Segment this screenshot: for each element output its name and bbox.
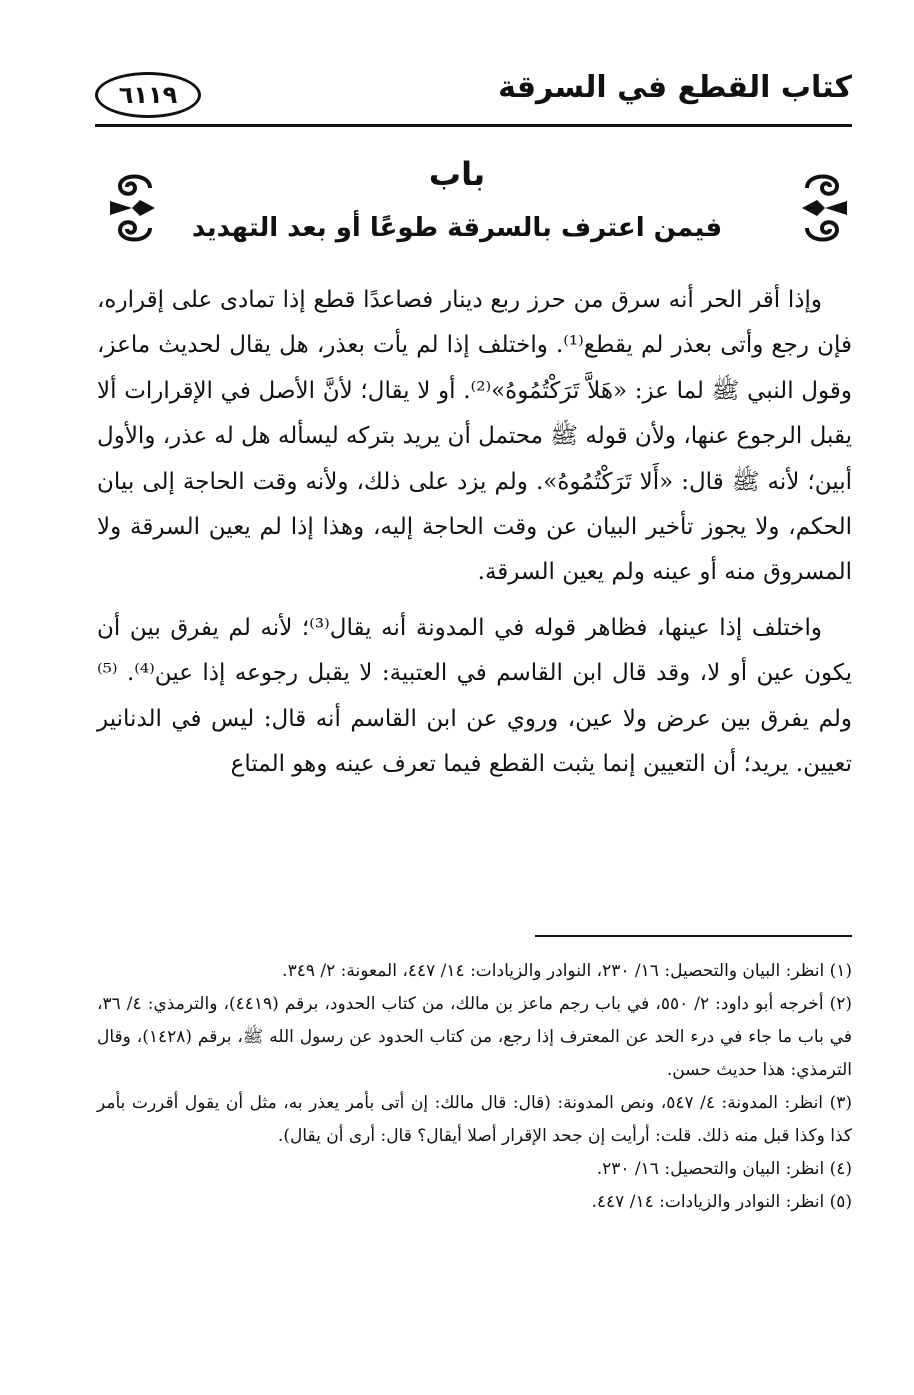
header-rule	[95, 124, 852, 127]
paragraph: واختلف إذا عينها، فظاهر قوله في المدونة أنه يقال⁽³⁾؛ لأنه لم يفرق بين أن يكون عين أو لا، وقد قال ابن القاسم في العتبية: لا يقبل رجوعه إذا عين⁽⁴⁾. ⁽⁵⁾ ولم يفرق بين عرض ولا عين، وروي عن ابن القاسم أنه قال: ليس في الدنانير تعيين. يريد؛ أن التعيين إنما يثبت القطع فيما تعرف عينه وهو المتاع	[97, 614, 852, 778]
footnote-separator	[535, 935, 852, 937]
footnote: (٢) أخرجه أبو داود: ٢/ ٥٥٠، في باب رجم ماعز بن مالك، من كتاب الحدود، برقم (٤٤١٩)، والترمذي: ٤/ ٣٦، في باب ما جاء في درء الحد عن المعترف إذا رجع، من كتاب الحدود عن رسول الله ﷺ، برقم (١٤٢٨)، وقال الترمذي: هذا حديث حسن.	[97, 994, 853, 1080]
footnote: (٣) انظر: المدونة: ٤/ ٥٤٧، ونص المدونة: (قال: قال مالك: إن أتى بأمر يعذر به، مثل أن يقول أقررت بأمر كذا وكذا قبل منه ذلك. قلت: أرأيت إن جحد الإقرار أصلا أيقال؟ قال: أرى أن يقال).	[97, 1093, 852, 1146]
chapter-title: فيمن اعترف بالسرقة طوعًا أو بعد التهديد	[191, 213, 723, 243]
body-text	[97, 278, 852, 787]
footnote: (٤) انظر: البيان والتحصيل: ١٦/ ٢٣٠.	[596, 1159, 852, 1179]
page-number: ٦١١٩	[95, 72, 201, 118]
paragraph: وإذا أقر الحر أنه سرق من حرز ربع دينار فصاعدًا قطع إذا تمادى على إقراره، فإن رجع وأتى بعذر لم يقطع⁽¹⁾. واختلف إذا لم يأت بعذر، هل يقال لحديث ماعز، وقول النبي ﷺ لما عز: «هَلاَّ تَرَكْتُمُوهُ»⁽²⁾. أو لا يقال؛ لأنَّ الأصل في الإقرارات ألا يقبل الرجوع عنها، ولأن قوله ﷺ محتمل أن يريد بتركه ليسأله هل له عذر، والأول أبين؛ لأنه ﷺ قال: «أَلا تَرَكْتُمُوهُ». ولم يزد على ذلك، ولأنه وقت الحاجة إلى بيان الحكم، ولا يجوز تأخير البيان عن وقت الحاجة إليه، وهذا إذا لم يعين السرقة ولا المسروق منه أو عينه ولم يعين السرقة.	[97, 287, 852, 586]
footnotes	[97, 955, 852, 1219]
footnote: (١) انظر: البيان والتحصيل: ١٦/ ٢٣٠، النوادر والزيادات: ١٤/ ٤٤٧، المعونة: ٢/ ٣٤٩.	[282, 961, 852, 981]
footnote: (٥) انظر: النوادر والزيادات: ١٤/ ٤٤٧.	[591, 1192, 852, 1212]
page-header	[95, 68, 852, 124]
running-title: كتاب القطع في السرقة	[498, 70, 852, 105]
chapter-label: باب	[428, 155, 486, 193]
